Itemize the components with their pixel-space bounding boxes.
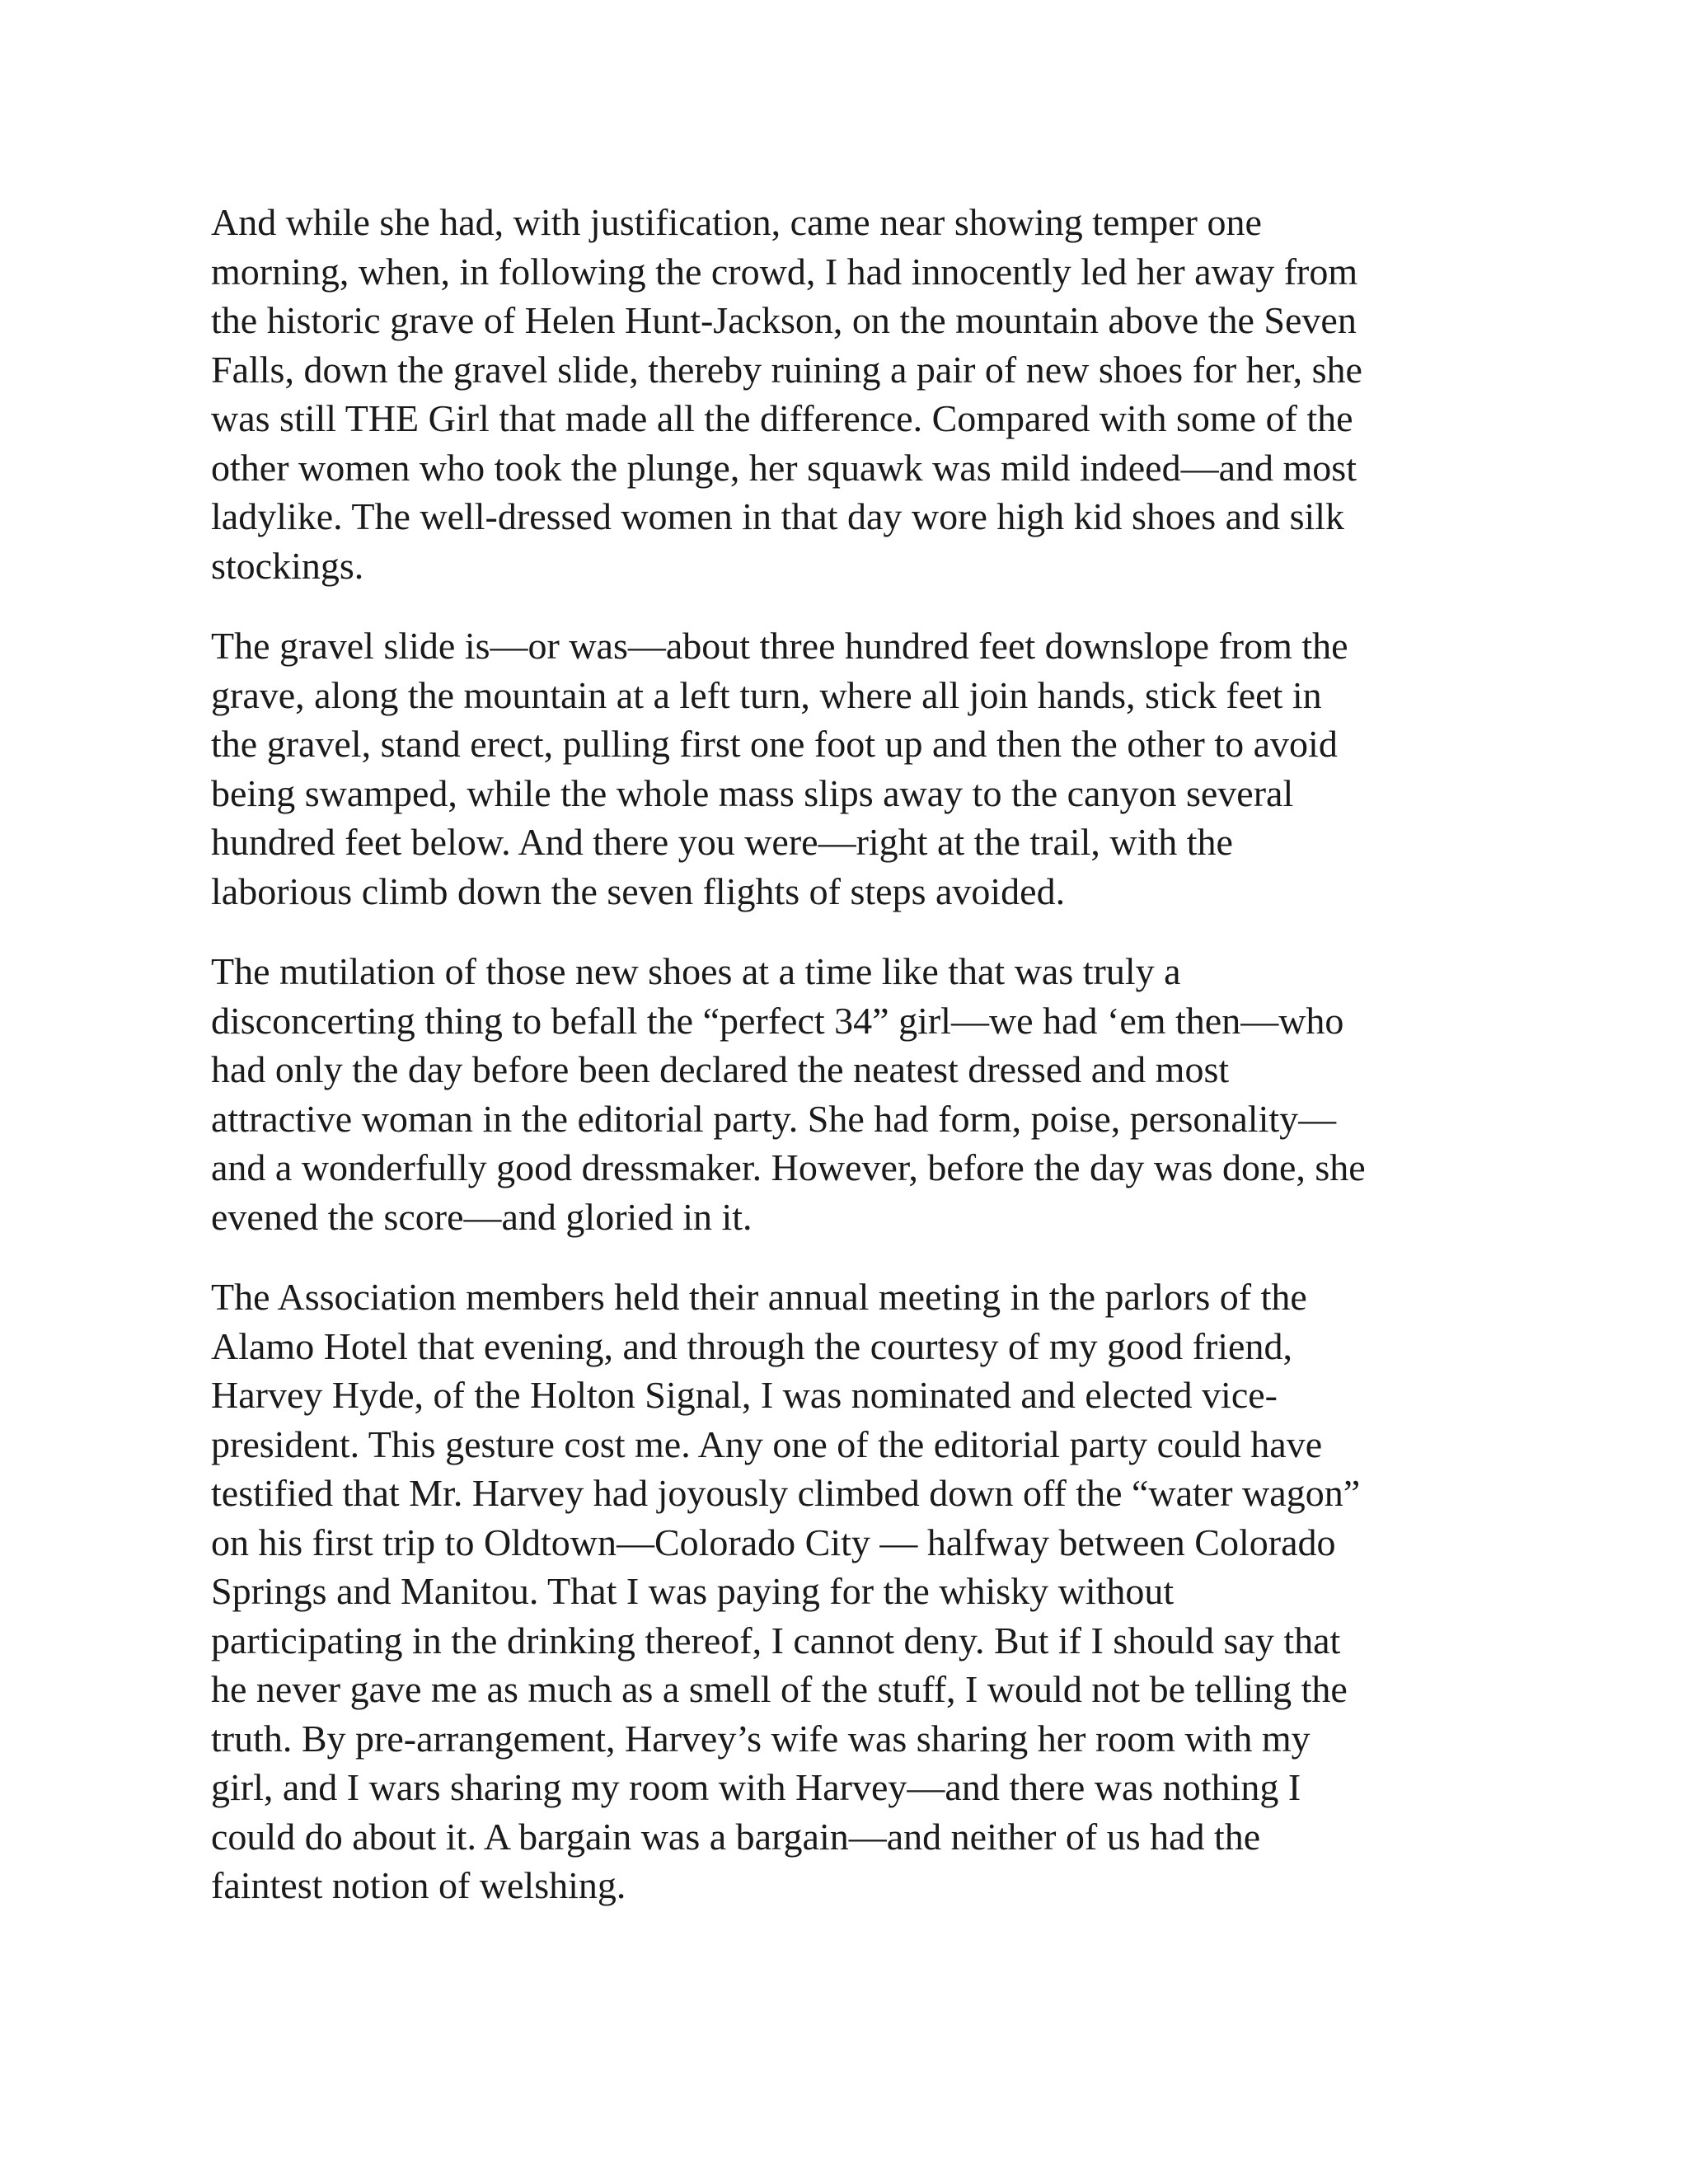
paragraph-1 bbox=[211, 198, 1497, 590]
text-line: other women who took the plunge, her squawk was mild indeed—and most bbox=[211, 446, 1357, 489]
text-line: being swamped, while the whole mass slips away to the canyon several bbox=[211, 771, 1294, 814]
text-line: stockings. bbox=[211, 544, 364, 587]
text-line: and a wonderfully good dressmaker. However, before the day was done, she bbox=[211, 1146, 1366, 1188]
text-line: truth. By pre-arrangement, Harvey’s wife was sharing her room with my bbox=[211, 1717, 1311, 1760]
paragraph-3 bbox=[211, 947, 1497, 1241]
text-line: on his first trip to Oldtown—Colorado City — halfway between Colorado bbox=[211, 1521, 1336, 1563]
text-line: Harvey Hyde, of the Holton Signal, I was nominated and elected vice- bbox=[211, 1374, 1278, 1416]
text-line: grave, along the mountain at a left turn, where all join hands, stick feet in bbox=[211, 673, 1322, 716]
text-line: ladylike. The well-dressed women in that day wore high kid shoes and silk bbox=[211, 495, 1345, 537]
text-line: The Association members held their annual meeting in the parlors of the bbox=[211, 1276, 1307, 1318]
text-line: the gravel, stand erect, pulling first one foot up and then the other to avoid bbox=[211, 723, 1338, 765]
text-line: disconcerting thing to befall the “perfect 34” girl—we had ‘em then—who bbox=[211, 999, 1344, 1042]
body-text bbox=[211, 198, 1497, 1942]
text-line: Falls, down the gravel slide, thereby ruining a pair of new shoes for her, she bbox=[211, 348, 1362, 391]
text-line: was still THE Girl that made all the difference. Compared with some of the bbox=[211, 397, 1353, 439]
text-line: morning, when, in following the crowd, I had innocently led her away from bbox=[211, 250, 1358, 293]
text-line: attractive woman in the editorial party. She had form, poise, personality— bbox=[211, 1097, 1337, 1140]
paragraph-2 bbox=[211, 621, 1497, 916]
text-line: faintest notion of welshing. bbox=[211, 1864, 626, 1906]
text-line: he never gave me as much as a smell of the stuff, I would not be telling the bbox=[211, 1668, 1348, 1710]
text-line: The gravel slide is—or was—about three hundred feet downslope from the bbox=[211, 625, 1348, 667]
text-line: And while she had, with justification, came near showing temper one bbox=[211, 201, 1262, 243]
text-line: girl, and I wars sharing my room with Harvey—and there was nothing I bbox=[211, 1766, 1301, 1808]
text-line: testified that Mr. Harvey had joyously climbed down off the “water wagon” bbox=[211, 1472, 1361, 1514]
text-line: laborious climb down the seven flights of steps avoided. bbox=[211, 869, 1066, 912]
text-line: Springs and Manitou. That I was paying for the whisky without bbox=[211, 1570, 1175, 1612]
text-line: could do about it. A bargain was a bargain—and neither of us had the bbox=[211, 1815, 1261, 1858]
text-line: had only the day before been declared the neatest dressed and most bbox=[211, 1048, 1230, 1090]
text-line: president. This gesture cost me. Any one of the editorial party could have bbox=[211, 1422, 1323, 1465]
paragraph-4 bbox=[211, 1272, 1497, 1910]
text-line: hundred feet below. And there you were—right at the trail, with the bbox=[211, 821, 1233, 863]
text-line: the historic grave of Helen Hunt-Jackson, on the mountain above the Seven bbox=[211, 299, 1357, 341]
text-line: Alamo Hotel that evening, and through the courtesy of my good friend, bbox=[211, 1324, 1292, 1367]
text-line: participating in the drinking thereof, I cannot deny. But if I should say that bbox=[211, 1619, 1341, 1661]
text-line: evened the score—and gloried in it. bbox=[211, 1195, 753, 1238]
text-line: The mutilation of those new shoes at a time like that was truly a bbox=[211, 950, 1181, 992]
